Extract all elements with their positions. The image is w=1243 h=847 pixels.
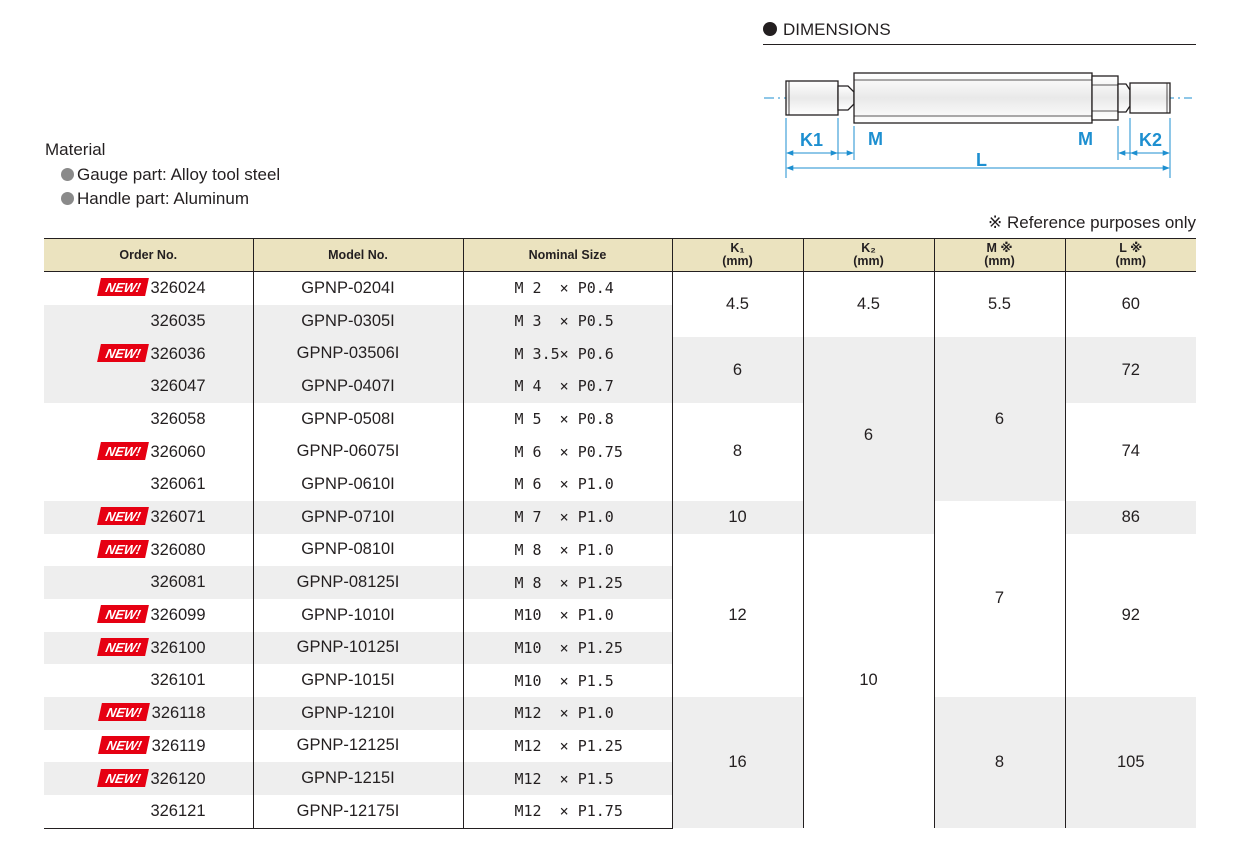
- k1-value-cell: 16: [672, 697, 803, 828]
- plug-gauge-drawing: [760, 60, 1200, 190]
- table-header-row: [44, 239, 1196, 272]
- model-no-cell: GPNP-12125I: [253, 730, 463, 763]
- order-no: 326119: [151, 736, 206, 755]
- order-no-cell: [44, 534, 253, 567]
- bullet-dot-icon: [763, 22, 777, 36]
- model-no-cell: GPNP-12175I: [253, 795, 463, 828]
- order-no: 326100: [150, 638, 206, 657]
- spec-table: [44, 238, 1196, 829]
- new-badge: NEW!: [97, 769, 148, 787]
- m-value-cell: 6: [934, 337, 1065, 500]
- bullet-dot-icon: [61, 168, 74, 181]
- model-no-cell: GPNP-0305I: [253, 305, 463, 338]
- order-no: 326120: [150, 769, 206, 788]
- order-no-cell: [44, 305, 253, 338]
- nominal-size-cell: M 3 × P0.5: [463, 305, 672, 338]
- model-no-cell: GPNP-1210I: [253, 697, 463, 730]
- nominal-size-cell: M 8 × P1.0: [463, 534, 672, 567]
- model-no-cell: GPNP-0710I: [253, 501, 463, 534]
- order-no: 326071: [150, 508, 206, 527]
- k1-value-cell: 12: [672, 534, 803, 697]
- new-badge: NEW!: [98, 703, 149, 721]
- order-no-cell: [44, 272, 253, 305]
- k2-value-cell: 6: [803, 337, 934, 533]
- nominal-size-cell: M12 × P1.0: [463, 697, 672, 730]
- k1-value-cell: 4.5: [672, 272, 803, 338]
- order-no: 326118: [151, 704, 206, 723]
- header-size: Nominal Size: [463, 239, 672, 272]
- order-no: 326024: [150, 279, 206, 298]
- nominal-size-cell: M12 × P1.75: [463, 795, 672, 828]
- table-row: [44, 272, 1196, 305]
- k1-value-cell: 10: [672, 501, 803, 534]
- table-row: [44, 501, 1196, 534]
- model-no-cell: GPNP-0610I: [253, 468, 463, 501]
- model-no-cell: GPNP-1010I: [253, 599, 463, 632]
- order-no-cell: [44, 403, 253, 436]
- label-l: L: [976, 150, 987, 170]
- nominal-size-cell: M 3.5× P0.6: [463, 337, 672, 370]
- nominal-size-cell: M 6 × P1.0: [463, 468, 672, 501]
- order-no: 326060: [150, 442, 206, 461]
- order-no: 326058: [150, 409, 206, 428]
- k2-value-cell: 4.5: [803, 272, 934, 338]
- order-no-cell: [44, 730, 253, 763]
- order-no-cell: [44, 762, 253, 795]
- nominal-size-cell: M 2 × P0.4: [463, 272, 672, 305]
- order-no-cell: [44, 337, 253, 370]
- header-k2: K₂ (mm): [803, 239, 934, 272]
- order-no: 326081: [150, 573, 206, 592]
- header-m: M ※ (mm): [934, 239, 1065, 272]
- order-no-cell: [44, 632, 253, 665]
- order-no-cell: [44, 501, 253, 534]
- nominal-size-cell: M10 × P1.25: [463, 632, 672, 665]
- k1-value-cell: 6: [672, 337, 803, 402]
- new-badge: NEW!: [97, 540, 148, 558]
- nominal-size-cell: M 7 × P1.0: [463, 501, 672, 534]
- model-no-cell: GPNP-0508I: [253, 403, 463, 436]
- order-no: 326035: [150, 311, 206, 330]
- reference-note: ※ Reference purposes only: [988, 213, 1196, 232]
- label-m-right: M: [1078, 129, 1093, 149]
- order-no-cell: [44, 599, 253, 632]
- order-no: 326099: [150, 606, 206, 625]
- order-no: 326047: [150, 376, 206, 395]
- model-no-cell: GPNP-1215I: [253, 762, 463, 795]
- new-badge: NEW!: [97, 344, 148, 362]
- k2-value-cell: 10: [803, 534, 934, 829]
- table-row: [44, 697, 1196, 730]
- order-no-cell: [44, 468, 253, 501]
- order-no-cell: [44, 664, 253, 697]
- order-no: 326080: [150, 540, 206, 559]
- order-no-cell: [44, 697, 253, 730]
- material-item: Handle part: Aluminum: [45, 187, 280, 212]
- new-badge: NEW!: [97, 278, 148, 296]
- new-badge: NEW!: [97, 605, 148, 623]
- bullet-dot-icon: [61, 192, 74, 205]
- new-badge: NEW!: [97, 442, 148, 460]
- order-no-cell: [44, 795, 253, 828]
- header-l: L ※ (mm): [1065, 239, 1196, 272]
- label-m-left: M: [868, 129, 883, 149]
- model-no-cell: GPNP-03506I: [253, 337, 463, 370]
- k1-value-cell: 8: [672, 403, 803, 501]
- l-value-cell: 60: [1065, 272, 1196, 338]
- l-value-cell: 72: [1065, 337, 1196, 402]
- order-no-cell: [44, 435, 253, 468]
- model-no-cell: GPNP-0407I: [253, 370, 463, 403]
- order-no-cell: [44, 566, 253, 599]
- table-row: [44, 337, 1196, 370]
- new-badge: NEW!: [97, 638, 148, 656]
- header-order: Order No.: [44, 239, 253, 272]
- l-value-cell: 74: [1065, 403, 1196, 501]
- dimensions-heading: [763, 18, 1196, 45]
- nominal-size-cell: M12 × P1.25: [463, 730, 672, 763]
- model-no-cell: GPNP-1015I: [253, 664, 463, 697]
- nominal-size-cell: M 4 × P0.7: [463, 370, 672, 403]
- nominal-size-cell: M10 × P1.5: [463, 664, 672, 697]
- order-no: 326036: [150, 344, 206, 363]
- material-block: [45, 138, 280, 212]
- nominal-size-cell: M 8 × P1.25: [463, 566, 672, 599]
- material-heading: Material: [45, 140, 106, 159]
- l-value-cell: 105: [1065, 697, 1196, 828]
- dimensions-title: DIMENSIONS: [783, 20, 891, 39]
- nominal-size-cell: M 5 × P0.8: [463, 403, 672, 436]
- order-no: 326101: [150, 671, 206, 690]
- model-no-cell: GPNP-0810I: [253, 534, 463, 567]
- label-k1: K1: [800, 130, 824, 150]
- m-value-cell: 5.5: [934, 272, 1065, 338]
- header-model: Model No.: [253, 239, 463, 272]
- order-no: 326061: [150, 474, 206, 493]
- nominal-size-cell: M10 × P1.0: [463, 599, 672, 632]
- model-no-cell: GPNP-06075I: [253, 435, 463, 468]
- new-badge: NEW!: [97, 507, 148, 525]
- order-no-cell: [44, 370, 253, 403]
- nominal-size-cell: M 6 × P0.75: [463, 435, 672, 468]
- l-value-cell: 86: [1065, 501, 1196, 534]
- header-k1: K₁ (mm): [672, 239, 803, 272]
- nominal-size-cell: M12 × P1.5: [463, 762, 672, 795]
- m-value-cell: 8: [934, 697, 1065, 828]
- new-badge: NEW!: [98, 736, 149, 754]
- m-value-cell: 7: [934, 501, 1065, 697]
- model-no-cell: GPNP-10125I: [253, 632, 463, 665]
- material-item: Gauge part: Alloy tool steel: [45, 163, 280, 188]
- model-no-cell: GPNP-08125I: [253, 566, 463, 599]
- label-k2: K2: [1139, 130, 1163, 150]
- order-no: 326121: [150, 801, 206, 820]
- model-no-cell: GPNP-0204I: [253, 272, 463, 305]
- l-value-cell: 92: [1065, 534, 1196, 697]
